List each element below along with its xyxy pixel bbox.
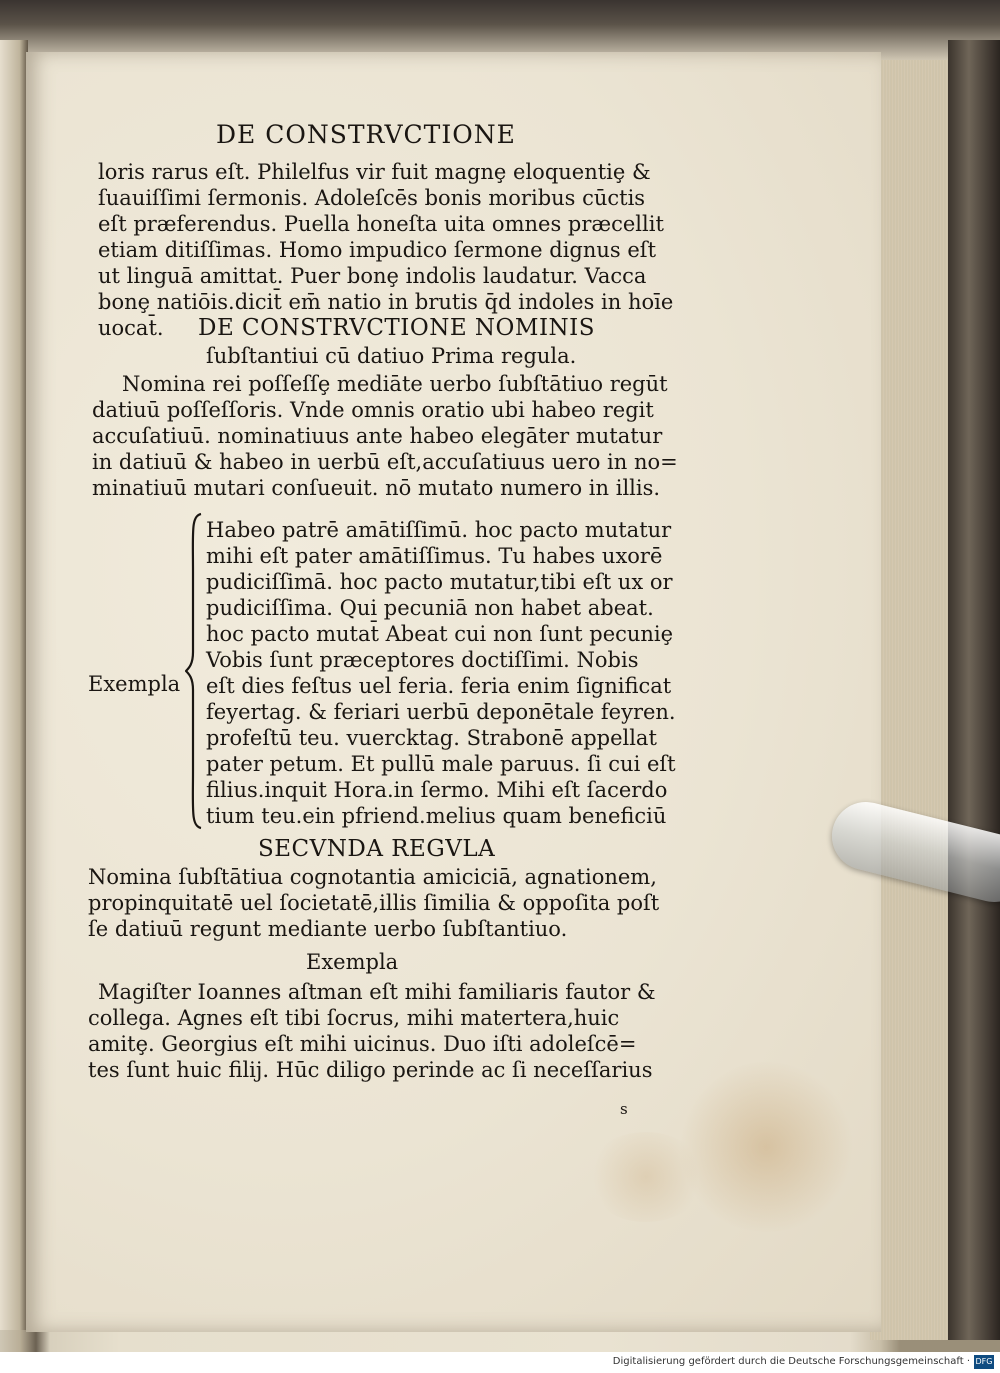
left-page-edge [0, 40, 28, 1330]
text-line: ut linguā amittat. Puer bonȩ indolis laudatur. Vacca [98, 264, 647, 288]
text-line: amitȩ. Georgius eſt mihi uicinus. Duo iſti adoleſcē= [88, 1032, 637, 1056]
footer-credit: Digitalisierung gefördert durch die Deutsche Forschungsgemeinschaft · [612, 1356, 970, 1367]
text-line: eſt præferendus. Puella honeſta uita omnes præcellit [98, 212, 664, 236]
text-line: datiuū poſſeſſoris. Vnde omnis oratio ubi habeo regit [92, 398, 654, 422]
water-stain [676, 1062, 856, 1232]
example-line: Vobis ſunt præceptores doctiſſimi. Nobis [206, 648, 639, 672]
curly-brace [185, 512, 205, 830]
text-line: minatiuū mutari conſueuit. nō mutato numero in illis. [92, 476, 661, 500]
running-head: DE CONSTRVCTIONE [216, 120, 516, 149]
text-line: ſuauiſſimi ſermonis. Adoleſcēs bonis moribus cūctis [98, 186, 646, 210]
book-top-edge [0, 0, 1000, 60]
example-line: mihi eſt pater amātiſſimus. Tu habes uxorē [206, 544, 663, 568]
example-line: tium teu.ein pfriend.melius quam beneficiū [206, 804, 667, 828]
example-line: profeſtū teu. vuercktag. Strabonē appellat [206, 726, 657, 750]
example-line: Habeo patrē amātiſſimū. hoc pacto mutatur [206, 518, 672, 542]
text-line: in datiuū & habeo in uerbū eſt,accuſatiuus uero in no= [92, 450, 678, 474]
text-line: loris rarus eſt. Philelfus vir fuit magnȩ eloquentiȩ & [98, 160, 651, 184]
text-line: propinquitatē uel ſocietatē,illis ſimilia & oppoſita poſt [88, 891, 660, 915]
section-subheading: ſubſtantiui cū datiuo Prima regula. [206, 344, 577, 368]
text-line: accuſatiuū. nominatiuus ante habeo elegāter mutatur [92, 424, 663, 448]
example-line: filius.inquit Hora.in ſermo. Mihi eſt ſacerdo [206, 778, 668, 802]
signature-mark: s [620, 1100, 628, 1118]
text-line: Nomina rei poſſeſſȩ mediāte uerbo ſubſtātiuo regūt [122, 372, 668, 396]
section-heading: DE CONSTRVCTIONE NOMINIS [198, 315, 596, 341]
right-page [26, 52, 881, 1332]
section-heading: SECVNDA REGVLA [258, 836, 496, 862]
example-line: pudiciſſima. Qui pecuniā non habet abeat. [206, 596, 654, 620]
water-stain-small [586, 1132, 706, 1222]
text-line: bonȩ natiōis.dicit̄ em̄ natio in brutis q̄d indoles in hoīe [98, 290, 674, 314]
exempla-label: Exempla [306, 950, 399, 974]
text-line: tes ſunt huic filij. Hūc diligo perinde ac ſi neceſſarius [88, 1058, 653, 1082]
text-line: uocat̄. [98, 316, 164, 340]
example-line: pudiciſſimā. hoc pacto mutatur,tibi eſt ux or [206, 570, 673, 594]
example-line: feyertag. & feriari uerbū deponētale feyren. [206, 700, 676, 724]
text-line: collega. Agnes eſt tibi ſocrus, mihi matertera,huic [88, 1006, 620, 1030]
example-line: hoc pacto mutat̄ Abeat cui non ſunt pecuniȩ [206, 622, 674, 646]
footer-bar [0, 1352, 1000, 1373]
book-cover-edge [948, 40, 1000, 1340]
text-line: Magiſter Ioannes aſtman eſt mihi familiaris fautor & [98, 980, 656, 1004]
exempla-label: Exempla [88, 672, 181, 696]
text-line: Nomina ſubſtātiua cognotantia amiciciā, agnationem, [88, 865, 657, 889]
example-line: eſt dies feſtus uel feria. feria enim ſignificat [206, 674, 672, 698]
dfg-logo: DFG [974, 1355, 994, 1369]
example-line: pater petum. Et pullū male paruus. ſi cui eſt [206, 752, 676, 776]
text-line: ſe datiuū regunt mediante uerbo ſubſtantiuo. [88, 917, 568, 941]
text-line: etiam ditiſſimas. Homo impudico ſermone dignus eſt [98, 238, 657, 262]
